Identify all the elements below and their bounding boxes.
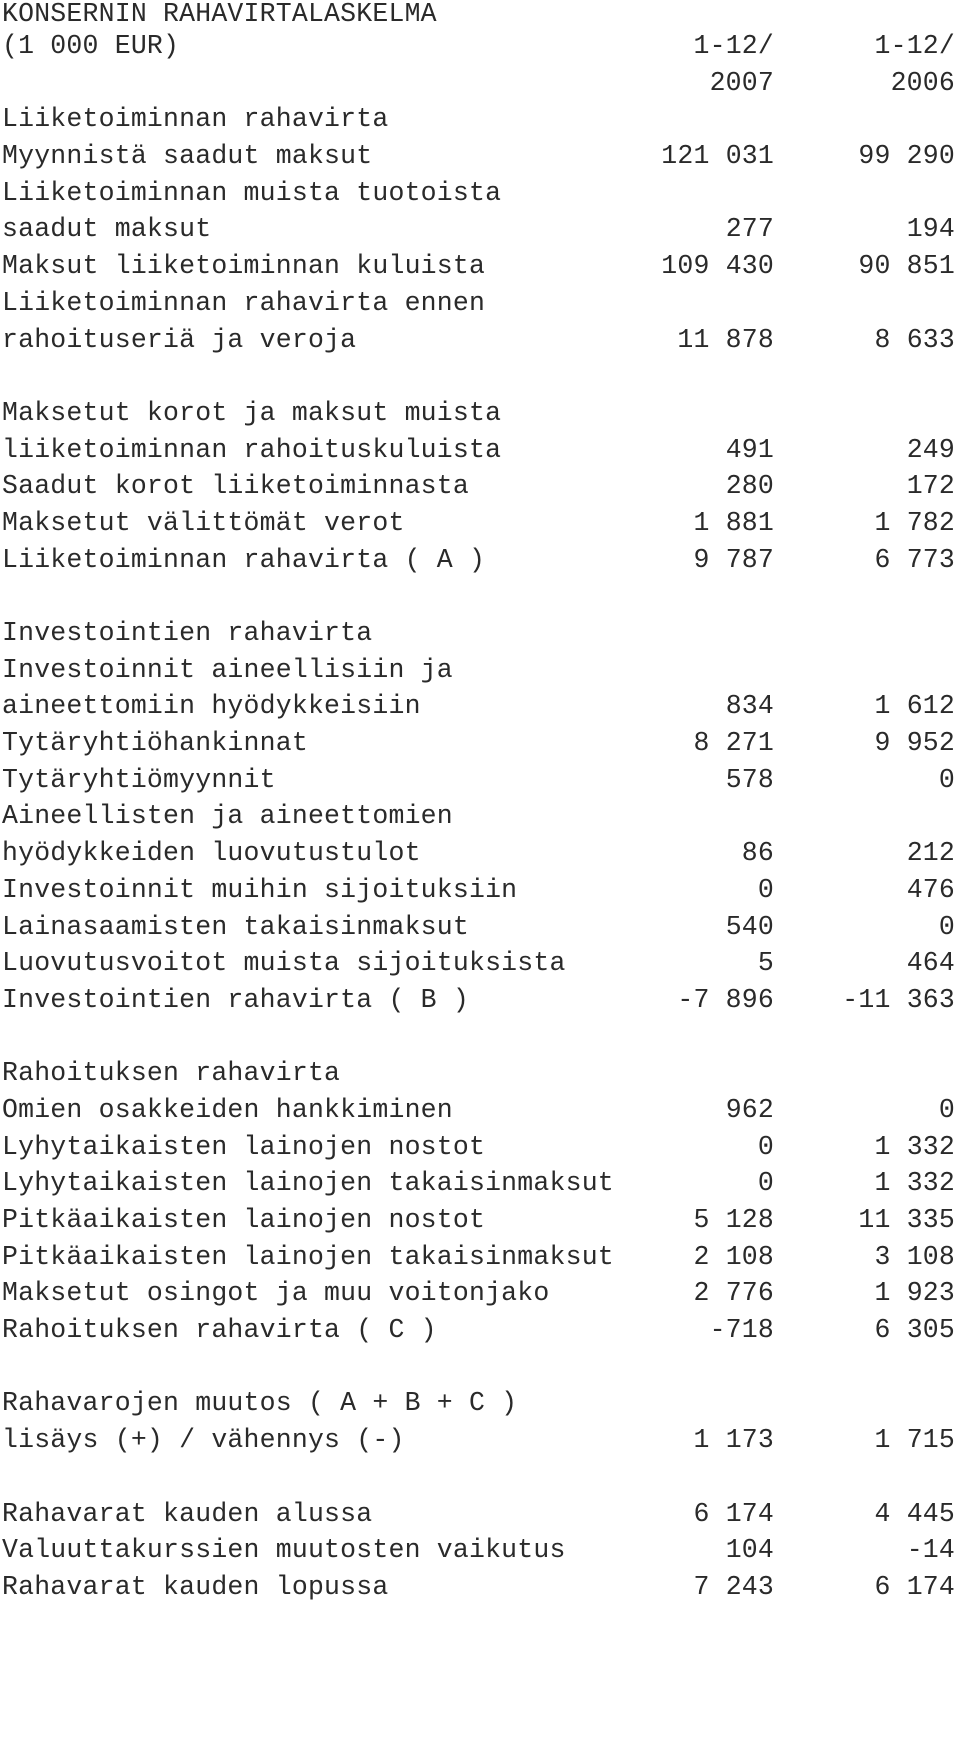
value-2006: 464 [906,948,955,979]
value-2007: 5 128 [693,1205,774,1235]
row-label: Myynnistä saadut maksut [2,141,373,172]
table-row [0,762,960,799]
value-2006: 1 332 [874,1168,955,1199]
section-heading-text: Rahavarojen muutos ( A + B + C ) [2,1388,518,1419]
value-2007: 5 [757,948,774,979]
value-2007: 2 776 [693,1278,774,1309]
value-2006: 3 108 [874,1241,955,1272]
table-row [0,1239,960,1276]
row-label: Maksetut välittömät verot [2,507,405,538]
table-row [0,1569,960,1606]
value-2007: 277 [725,214,774,245]
col-2006-year: 2006 [890,67,955,98]
table-row [0,1092,960,1129]
row-label: Investointien rahavirta ( B ) [2,984,469,1015]
value-2006: 6 773 [874,544,955,575]
table-row [0,211,960,248]
table-row [0,1129,960,1166]
table-row [0,175,960,212]
row-label: Valuuttakurssien muutosten vaikutus [2,1535,566,1566]
header-row-years [0,65,960,102]
value-2006: 0 [938,1094,955,1125]
row-label: Luovutusvoitot muista sijoituksista [2,948,566,979]
value-2006: 249 [906,434,955,465]
table-row [0,468,960,505]
row-label: hyödykkeiden luovutustulot [2,838,421,869]
row-label: Maksetut korot ja maksut muista [2,397,502,428]
value-2007: 6 174 [693,1498,774,1529]
total-row-a [0,542,960,579]
spacer [0,1019,960,1056]
row-label: liiketoiminnan rahoituskuluista [2,434,502,465]
table-row [0,945,960,982]
spacer [0,578,960,615]
spacer [0,358,960,395]
row-label: Liiketoiminnan rahavirta ( A ) [2,544,486,575]
row-label: aineettomiin hyödykkeisiin [2,691,421,722]
row-label: Investoinnit aineellisiin ja [2,654,453,685]
value-2006: 11 335 [858,1205,955,1235]
value-2007: 7 243 [693,1571,774,1602]
table-row [0,835,960,872]
value-2007: 104 [725,1535,774,1566]
row-label: Tytäryhtiömyynnit [2,764,276,795]
value-2007: 9 787 [693,544,774,575]
row-label: Lainasaamisten takaisinmaksut [2,911,469,942]
value-2006: 6 305 [874,1315,955,1346]
statement-title-row [0,0,960,28]
row-label: Pitkäaikaisten lainojen takaisinmaksut [2,1241,614,1272]
value-2007: 491 [725,434,774,465]
row-label: Saadut korot liiketoiminnasta [2,471,469,502]
value-2006: 194 [906,214,955,245]
value-2007: 0 [757,1131,774,1162]
row-label: saadut maksut [2,214,212,245]
value-2006: 1 782 [874,507,955,538]
row-label: Lyhytaikaisten lainojen nostot [2,1131,486,1162]
section-heading-operating [0,101,960,138]
row-label: Lyhytaikaisten lainojen takaisinmaksut [2,1168,614,1199]
value-2007: 2 108 [693,1241,774,1272]
header-row [0,28,960,65]
spacer [0,1349,960,1386]
row-label: Rahavarat kauden alussa [2,1498,373,1529]
row-label: Liiketoiminnan muista tuotoista [2,177,502,208]
table-row [0,138,960,175]
value-2006: 8 633 [874,324,955,355]
row-label: Omien osakkeiden hankkiminen [2,1094,453,1125]
value-2006: 6 174 [874,1571,955,1602]
row-label: Investoinnit muihin sijoituksiin [2,874,518,905]
value-2007: 540 [725,911,774,942]
value-2007: 8 271 [693,728,774,759]
col-2007-year: 2007 [709,67,774,98]
value-2006: 476 [906,874,955,905]
value-2007: -7 896 [677,984,774,1015]
value-2006: 1 715 [874,1425,955,1456]
value-2007: 834 [725,691,774,722]
table-row [0,432,960,469]
value-2006: 212 [906,838,955,869]
table-row [0,688,960,725]
table-row [0,725,960,762]
value-2007: 1 881 [693,507,774,538]
section-heading-change [0,1385,960,1422]
table-row [0,1532,960,1569]
value-2007: 86 [741,838,774,869]
row-label: Liiketoiminnan rahavirta ennen [2,287,486,318]
section-heading-text: Rahoituksen rahavirta [2,1058,341,1089]
value-2006: -11 363 [842,984,955,1015]
table-row [0,1165,960,1202]
table-row [0,652,960,689]
value-2007: 280 [725,471,774,502]
value-2006: 90 851 [858,251,955,282]
table-row [0,505,960,542]
value-2007: 121 031 [661,141,774,172]
value-2006: 1 612 [874,691,955,722]
value-2006: 172 [906,471,955,502]
value-2006: -14 [906,1535,955,1566]
total-row-b [0,982,960,1019]
value-2007: 578 [725,764,774,795]
col-2006-period: 1-12/ [874,31,955,61]
table-row [0,909,960,946]
table-row [0,248,960,285]
spacer [0,1459,960,1496]
row-label: Rahoituksen rahavirta ( C ) [2,1315,437,1346]
row-label: Maksetut osingot ja muu voitonjako [2,1278,550,1309]
section-heading-financing [0,1055,960,1092]
row-label: rahoituseriä ja veroja [2,324,357,355]
value-2006: 1 332 [874,1131,955,1162]
table-row [0,872,960,909]
value-2006: 4 445 [874,1498,955,1529]
table-row [0,285,960,322]
table-row [0,1275,960,1312]
statement-title: KONSERNIN RAHAVIRTALASKELMA [2,0,437,29]
value-2007: 1 173 [693,1425,774,1456]
table-row [0,1422,960,1459]
value-2006: 1 923 [874,1278,955,1309]
section-heading-text: Liiketoiminnan rahavirta [2,104,389,135]
value-2007: 11 878 [677,324,774,355]
value-2007: 109 430 [661,251,774,282]
table-row [0,395,960,432]
table-row [0,1202,960,1239]
section-heading-text: Investointien rahavirta [2,618,373,648]
row-label: Pitkäaikaisten lainojen nostot [2,1205,486,1235]
value-2007: -718 [709,1315,774,1346]
value-2007: 0 [757,874,774,905]
row-label: Rahavarat kauden lopussa [2,1571,389,1602]
value-2006: 99 290 [858,141,955,172]
value-2006: 0 [938,764,955,795]
table-row [0,1496,960,1533]
row-label: lisäys (+) / vähennys (-) [2,1425,405,1456]
table-row [0,322,960,359]
total-row-c [0,1312,960,1349]
value-2007: 962 [725,1094,774,1125]
value-2006: 0 [938,911,955,942]
row-label: Maksut liiketoiminnan kuluista [2,251,486,282]
table-row [0,798,960,835]
col-2007-period: 1-12/ [693,31,774,61]
row-label: Aineellisten ja aineettomien [2,801,453,832]
section-heading-investing [0,615,960,652]
row-label: Tytäryhtiöhankinnat [2,728,308,759]
value-2007: 0 [757,1168,774,1199]
value-2006: 9 952 [874,728,955,759]
unit-label: (1 000 EUR) [2,31,180,61]
